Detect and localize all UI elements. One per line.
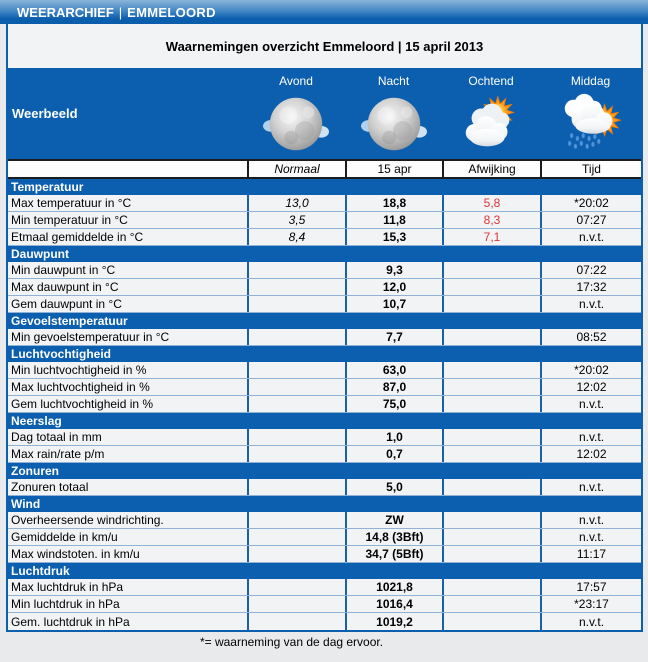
day-value: 15,3 — [345, 229, 442, 245]
row-label: Min luchtvochtigheid in % — [11, 363, 147, 377]
afwijking-value — [442, 446, 540, 462]
normaal-value — [247, 512, 345, 528]
afwijking-value: 5,8 — [442, 195, 540, 211]
footnote: *= waarneming van de dag ervoor. — [199, 635, 384, 649]
table-row — [8, 546, 641, 563]
table-row — [8, 596, 641, 613]
site-brand: WEERARCHIEF — [17, 4, 114, 20]
normaal-value — [247, 362, 345, 378]
section-header: Dauwpunt — [8, 246, 641, 262]
normaal-value — [247, 529, 345, 545]
tijd-value: *23:17 — [540, 596, 641, 612]
weerbeeld-section — [8, 68, 641, 159]
page-title: Waarnemingen overzicht Emmeloord | 15 april 2013 — [8, 24, 641, 68]
day-value: 14,8 (3Bft) — [345, 529, 442, 545]
weather-table — [6, 24, 643, 632]
column-header-tijd: Tijd — [540, 161, 641, 177]
afwijking-value — [442, 579, 540, 595]
normaal-value — [247, 262, 345, 278]
section-header: Luchtdruk — [8, 563, 641, 579]
normaal-value — [247, 446, 345, 462]
row-label: Min luchtdruk in hPa — [11, 597, 120, 611]
normaal-value: 3,5 — [247, 212, 345, 228]
topbar — [0, 0, 648, 24]
day-value: 63,0 — [345, 362, 442, 378]
table-row — [8, 195, 641, 212]
tijd-value: 12:02 — [540, 379, 641, 395]
afwijking-value — [442, 362, 540, 378]
afwijking-value — [442, 596, 540, 612]
normaal-value — [247, 613, 345, 630]
normaal-value — [247, 479, 345, 495]
afwijking-value: 7,1 — [442, 229, 540, 245]
row-label: Max temperatuur in °C — [11, 196, 132, 210]
row-label: Max luchtvochtigheid in % — [11, 380, 150, 394]
row-label: Overheersende windrichting. — [11, 513, 164, 527]
row-label: Zonuren totaal — [11, 480, 89, 494]
day-value: 1,0 — [345, 429, 442, 445]
table-row — [8, 329, 641, 346]
tijd-value: n.v.t. — [540, 613, 641, 630]
topbar-location: EMMELOORD — [127, 4, 216, 20]
weerbeeld-label: Weerbeeld — [12, 106, 78, 121]
overcast-icon — [263, 91, 329, 157]
section-header: Luchtvochtigheid — [8, 346, 641, 362]
normaal-value: 8,4 — [247, 229, 345, 245]
sun-clouds-rain-icon — [558, 91, 624, 157]
period-label-nacht: Nacht — [377, 74, 410, 88]
tijd-value: n.v.t. — [540, 512, 641, 528]
period-label-ochtend: Ochtend — [468, 74, 514, 88]
day-value: ZW — [345, 512, 442, 528]
normaal-value — [247, 579, 345, 595]
row-label: Gemiddelde in km/u — [11, 530, 118, 544]
row-label: Min dauwpunt in °C — [11, 263, 116, 277]
afwijking-value — [442, 613, 540, 630]
row-label: Gem. luchtdruk in hPa — [11, 614, 130, 629]
row-label: Max windstoten. in km/u — [11, 547, 140, 561]
sun-clouds-icon — [458, 91, 524, 157]
tijd-value: n.v.t. — [540, 229, 641, 245]
column-header-date: 15 apr — [345, 161, 442, 177]
tijd-value: 12:02 — [540, 446, 641, 462]
day-value: 10,7 — [345, 296, 442, 312]
section-header: Gevoelstemperatuur — [8, 313, 641, 329]
row-label: Gem dauwpunt in °C — [11, 297, 122, 311]
column-header-row — [8, 159, 641, 179]
day-value: 12,0 — [345, 279, 442, 295]
tijd-value: *20:02 — [540, 195, 641, 211]
tijd-value: 17:57 — [540, 579, 641, 595]
day-value: 1019,2 — [345, 613, 442, 630]
day-value: 7,7 — [345, 329, 442, 345]
period-label-middag: Middag — [570, 74, 611, 88]
row-label: Max luchtdruk in hPa — [11, 580, 124, 594]
table-row — [8, 512, 641, 529]
sections — [8, 179, 641, 632]
tijd-value: 07:22 — [540, 262, 641, 278]
section-header: Neerslag — [8, 413, 641, 429]
overcast-icon — [361, 91, 427, 157]
normaal-value — [247, 596, 345, 612]
normaal-value: 13,0 — [247, 195, 345, 211]
section-header: Wind — [8, 496, 641, 512]
table-row — [8, 296, 641, 313]
afwijking-value — [442, 529, 540, 545]
table-row — [8, 262, 641, 279]
afwijking-value — [442, 479, 540, 495]
row-label: Max dauwpunt in °C — [11, 280, 119, 294]
tijd-value: 08:52 — [540, 329, 641, 345]
normaal-value — [247, 279, 345, 295]
tijd-value: n.v.t. — [540, 529, 641, 545]
afwijking-value: 8,3 — [442, 212, 540, 228]
day-value: 11,8 — [345, 212, 442, 228]
row-label: Min temperatuur in °C — [11, 213, 128, 227]
table-row — [8, 279, 641, 296]
normaal-value — [247, 379, 345, 395]
day-value: 1021,8 — [345, 579, 442, 595]
day-value: 75,0 — [345, 396, 442, 412]
table-row — [8, 229, 641, 246]
afwijking-value — [442, 329, 540, 345]
section-header: Zonuren — [8, 463, 641, 479]
row-label: Max rain/rate p/m — [11, 447, 105, 461]
tijd-value: 07:27 — [540, 212, 641, 228]
afwijking-value — [442, 429, 540, 445]
row-label: Min gevoelstemperatuur in °C — [11, 330, 170, 344]
weather-icon-cell — [345, 89, 442, 159]
table-row — [8, 529, 641, 546]
afwijking-value — [442, 512, 540, 528]
afwijking-value — [442, 379, 540, 395]
tijd-value: 17:32 — [540, 279, 641, 295]
afwijking-value — [442, 546, 540, 562]
day-value: 87,0 — [345, 379, 442, 395]
day-value: 18,8 — [345, 195, 442, 211]
afwijking-value — [442, 396, 540, 412]
column-header-afwijking: Afwijking — [442, 161, 540, 177]
table-row — [8, 429, 641, 446]
normaal-value — [247, 396, 345, 412]
row-label: Dag totaal in mm — [11, 430, 102, 444]
column-header-normaal: Normaal — [247, 161, 345, 177]
normaal-value — [247, 429, 345, 445]
weather-icon-cell — [540, 89, 641, 159]
table-row — [8, 446, 641, 463]
table-row — [8, 613, 641, 630]
section-header: Temperatuur — [8, 179, 641, 195]
weather-icon-cell — [247, 89, 345, 159]
afwijking-value — [442, 262, 540, 278]
day-value: 1016,4 — [345, 596, 442, 612]
row-label: Gem luchtvochtigheid in % — [11, 397, 154, 411]
day-value: 0,7 — [345, 446, 442, 462]
afwijking-value — [442, 296, 540, 312]
column-header-empty — [8, 161, 247, 177]
normaal-value — [247, 546, 345, 562]
table-row — [8, 396, 641, 413]
day-value: 5,0 — [345, 479, 442, 495]
tijd-value: *20:02 — [540, 362, 641, 378]
table-row — [8, 362, 641, 379]
tijd-value: 11:17 — [540, 546, 641, 562]
table-row — [8, 479, 641, 496]
tijd-value: n.v.t. — [540, 296, 641, 312]
afwijking-value — [442, 279, 540, 295]
row-label: Etmaal gemiddelde in °C — [11, 230, 144, 244]
normaal-value — [247, 329, 345, 345]
table-row — [8, 579, 641, 596]
period-label-avond: Avond — [279, 74, 313, 88]
normaal-value — [247, 296, 345, 312]
table-row — [8, 379, 641, 396]
day-value: 34,7 (5Bft) — [345, 546, 442, 562]
table-row — [8, 212, 641, 229]
tijd-value: n.v.t. — [540, 479, 641, 495]
weather-icon-cell — [442, 89, 540, 159]
tijd-value: n.v.t. — [540, 396, 641, 412]
topbar-separator: | — [118, 4, 123, 20]
day-value: 9,3 — [345, 262, 442, 278]
tijd-value: n.v.t. — [540, 429, 641, 445]
